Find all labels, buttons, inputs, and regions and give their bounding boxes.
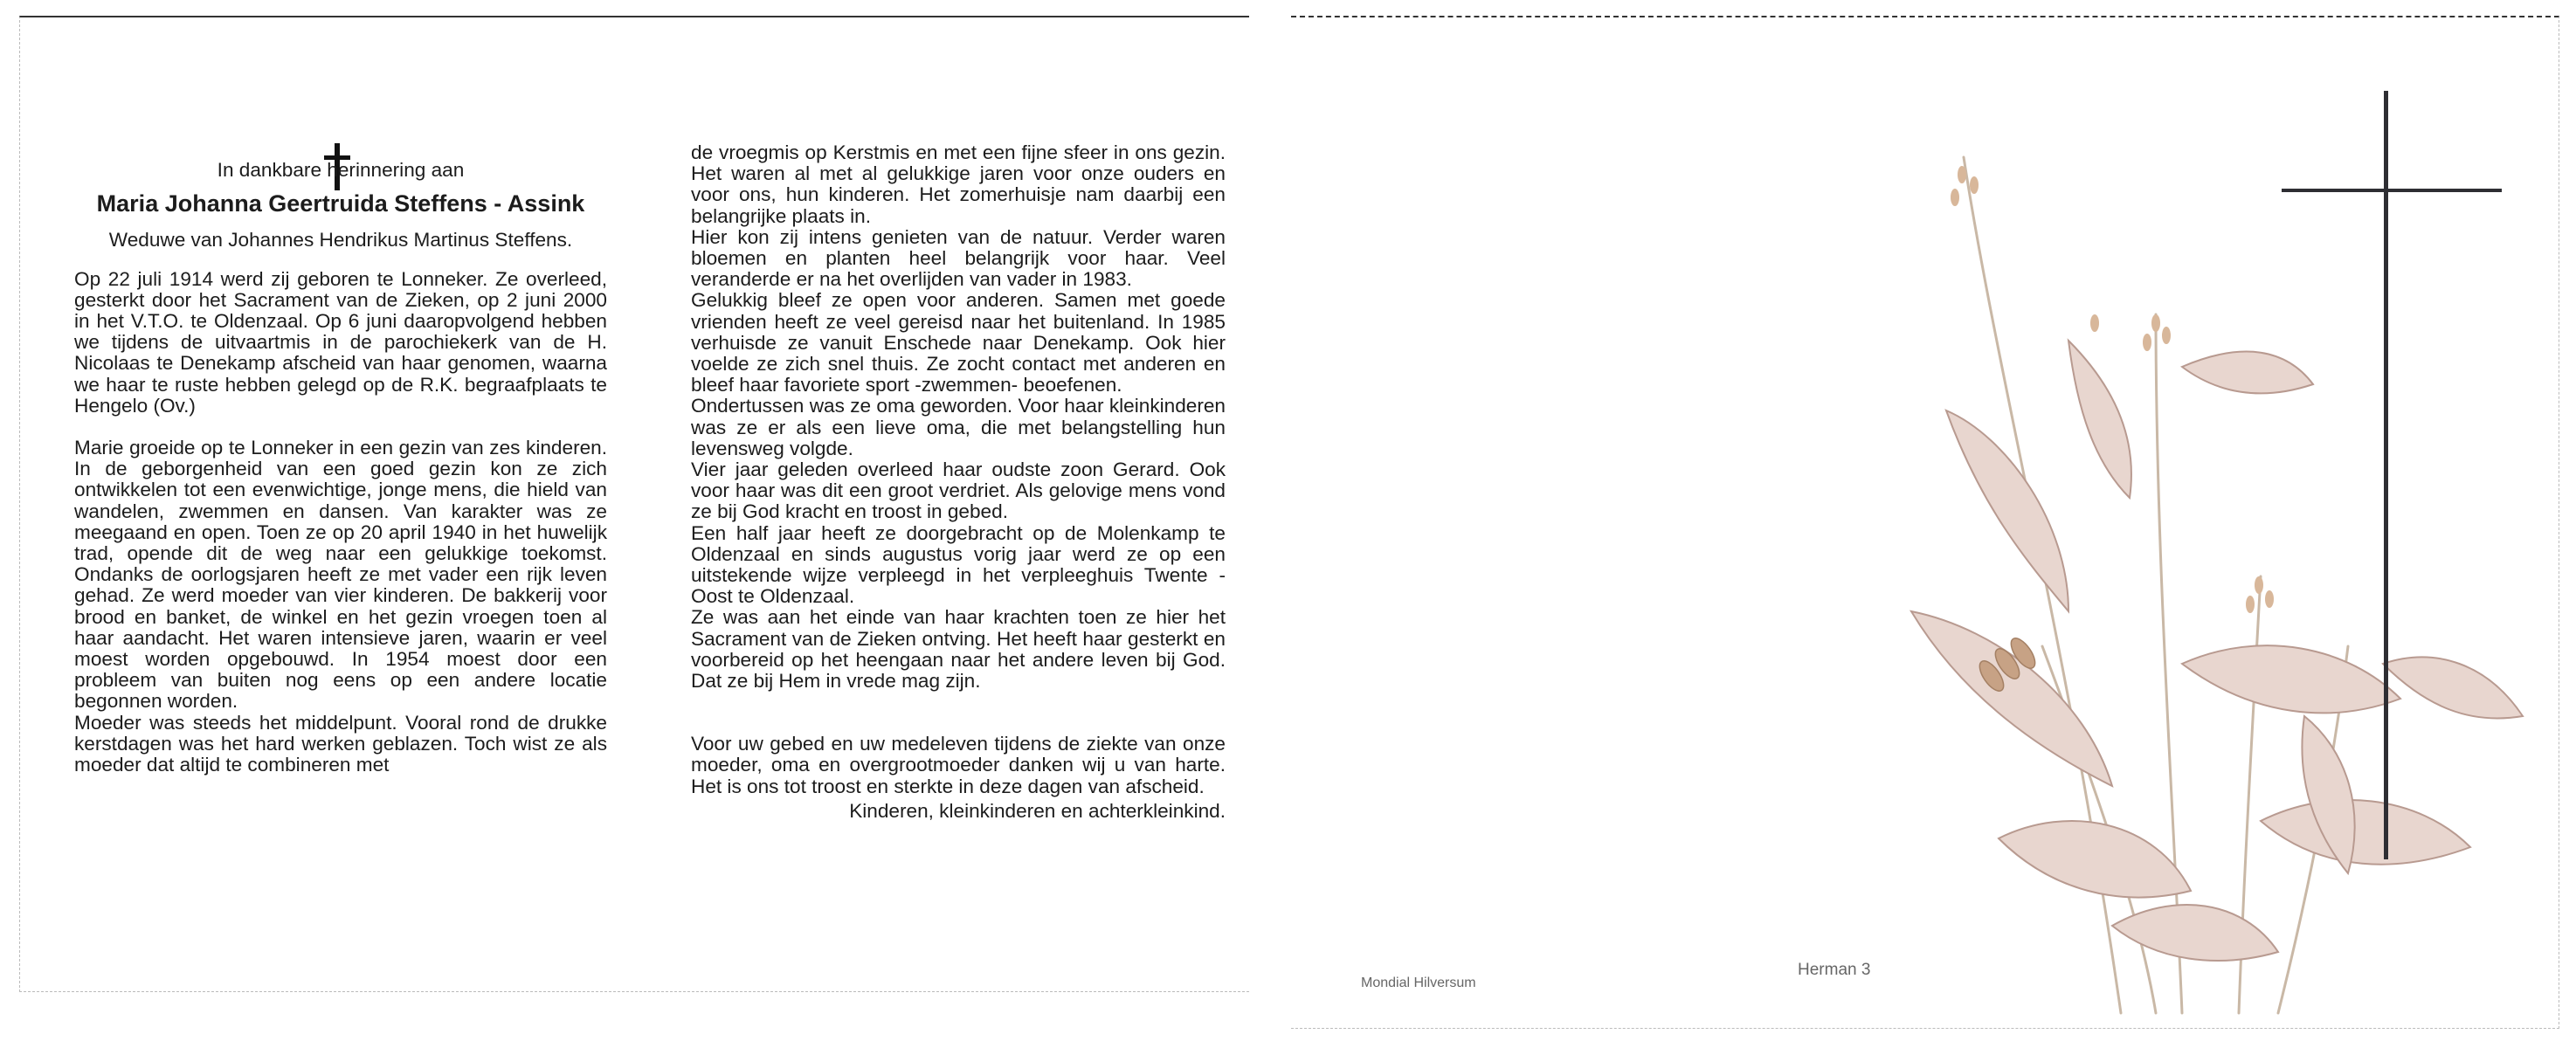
printer-label: Mondial Hilversum xyxy=(1361,976,1476,990)
intro-line: In dankbare herinnering aan xyxy=(217,159,465,181)
paragraph-grandmother: Ondertussen was ze oma geworden. Voor haar kleinkinderen was ze er als een lieve oma, die met belangstelling hun levensweg volgde. xyxy=(691,395,1226,459)
memorial-card-text-side xyxy=(19,16,1249,992)
paragraph-birth-death: Op 22 juli 1914 werd zij geboren te Lonneker. Ze overleed, gesterkt door het Sacrament van de Zieken, op 2 juni 2000 in het V.T.O. te Oldenzaal. Op 6 juni daaropvolgend hebben we tijdens de uitvaartmis in de parochiekerk van de H. Nicolaas te Denekamp afscheid van haar genomen, waarna we haar te ruste hebben gelegd op de R.K. begraafplaats te Hengelo (Ov.) xyxy=(74,267,607,417)
signoff-line: Kinderen, kleinkinderen en achterkleinkind. xyxy=(849,799,1226,822)
memorial-card-illustration-side xyxy=(1291,16,2559,1029)
paragraph-travel: Gelukkig bleef ze open voor anderen. Samen met goede vrienden heeft ze veel gereisd naar het buitenland. In 1985 verhuisde ze vanuit Enschede naar Denekamp. Ook hier voelde ze zich snel thuis. Ze zocht contact met anderen en bleef haar favoriete sport -zwemmen- beoefenen. xyxy=(691,289,1226,396)
paragraph-final: Ze was aan het einde van haar krachten toen ze hier het Sacrament van de Zieken ontving. Het heeft haar gesterkt en voorbereid op het heengaan naar het andere leven bij God. Dat ze bij Hem in vrede mag zijn. xyxy=(691,606,1226,693)
thanks-paragraph: Voor uw gebed en uw medeleven tijdens de ziekte van onze moeder, oma en overgrootmoeder danken wij u van harte. Het is ons tot troost en sterkte in deze dagen van afscheid. xyxy=(691,733,1226,797)
left-text-column xyxy=(74,160,607,776)
paragraph-youth: Marie groeide op te Lonneker in een gezin van zes kinderen. In de geborgenheid van een goed gezin kon ze zich ontwikkelen tot een evenwichtige, jonge mens, die hield van wandelen, zwemmen en dansen. Van karakter was ze meegaand en open. Toen ze op 20 april 1940 in het huwelijk trad, opende dit de weg naar een gelukkige toekomst. Ondanks de oorlogsjaren heeft ze met vader een rijk leven gehad. Ze werd moeder van vier kinderen. De bakkerij voor brood en banket, de winkel en het gezin vroegen toen al haar aandacht. Het waren intensieve jaren, waarin er veel moest worden opgebouwd. In 1954 moest door een probleem van buiten nog eens op een andere locatie begonnen worden. xyxy=(74,437,607,713)
widow-line: Weduwe van Johannes Hendrikus Martinus Steffens. xyxy=(108,229,573,252)
paragraph-care: Een half jaar heeft ze doorgebracht op de Molenkamp te Oldenzaal en sinds augustus vorig jaar werd ze op een uitstekende wijze verpleegd in het verpleeghuis Twente - Oost te Oldenzaal. xyxy=(691,521,1226,608)
design-code-label: Herman 3 xyxy=(1798,961,1871,979)
paragraph-nature: Hier kon zij intens genieten van de natuur. Verder waren bloemen en planten heel belangrijk voor haar. Veel veranderde er na het overlijden van vader in 1983. xyxy=(691,225,1226,291)
right-text-column xyxy=(691,142,1226,822)
paragraph-son: Vier jaar geleden overleed haar oudste zoon Gerard. Ook voor haar was dit een groot verdriet. Als gelovige mens vond ze bij God kracht en troost in gebed. xyxy=(691,458,1226,523)
paragraph-family: de vroegmis op Kerstmis en met een fijne sfeer in ons gezin. Het waren al met al gelukkige jaren voor onze ouders en voor ons, hun kinderen. Het zomerhuisje nam daarbij een belangrijke plaats in. xyxy=(691,141,1226,227)
thin-cross-icon xyxy=(2282,91,2502,859)
paragraph-mother: Moeder was steeds het middelpunt. Vooral rond de drukke kerstdagen was het hard werken geblazen. Toch wist ze als moeder dat altijd te combineren met xyxy=(74,711,607,776)
deceased-name: Maria Johanna Geertruida Steffens - Assink xyxy=(96,190,585,217)
